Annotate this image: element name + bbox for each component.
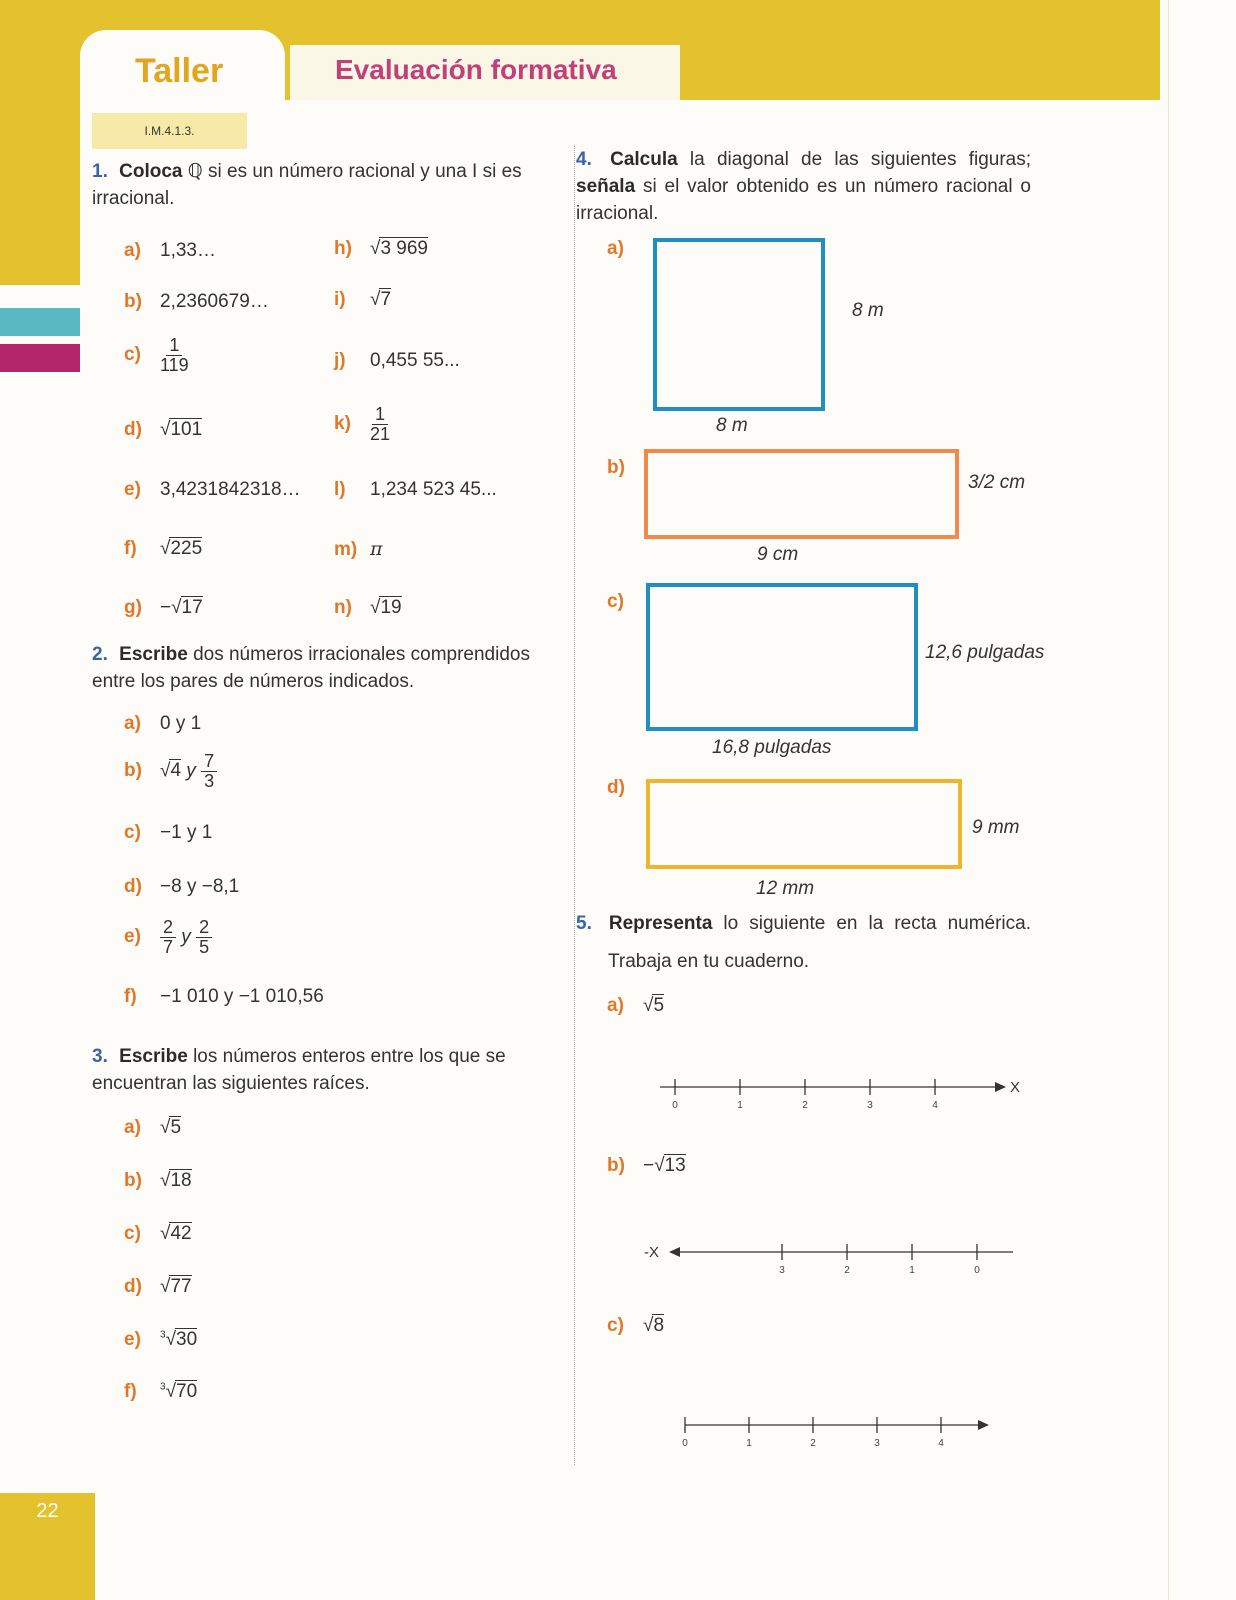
left-margin-band bbox=[0, 100, 80, 285]
q3-item-f: f) $^3$√70 bbox=[124, 1381, 198, 1402]
q2-item-c: c) −1 y 1 bbox=[124, 822, 213, 843]
q4-label-d: d) bbox=[607, 777, 625, 798]
question-number: 2. bbox=[92, 644, 108, 665]
page-edge bbox=[1168, 0, 1169, 1600]
tick-label: 3 bbox=[779, 1265, 785, 1276]
question-verb: Calcula bbox=[610, 149, 678, 170]
question-verb: Escribe bbox=[119, 1046, 188, 1067]
q1-item-k: k) $\frac{1}{21}$ bbox=[334, 404, 391, 444]
q4-figure-c bbox=[646, 583, 918, 731]
tab-title: Taller bbox=[135, 52, 224, 90]
tick-label: 2 bbox=[844, 1265, 850, 1276]
question-number: 4. bbox=[576, 149, 592, 170]
q3-item-a: a) √5 bbox=[124, 1117, 182, 1138]
question-text: los números enteros entre los que se encuentran las siguientes raíces. bbox=[92, 1046, 506, 1094]
question-number: 5. bbox=[576, 913, 592, 934]
tick-label: 0 bbox=[974, 1265, 980, 1276]
tick-label: 0 bbox=[672, 1100, 678, 1111]
q1-item-l: l) 1,234 523 45... bbox=[334, 479, 497, 500]
q4-figure-a bbox=[653, 238, 825, 411]
question-3 bbox=[92, 1043, 552, 1097]
q5-number-line-c bbox=[675, 1408, 1005, 1453]
tick-label: 4 bbox=[932, 1100, 938, 1111]
q4-figure-b-base: 9 cm bbox=[757, 544, 799, 565]
question-text: lo siguiente en la recta numérica. bbox=[723, 913, 1031, 934]
q1-item-b: b) 2,2360679… bbox=[124, 291, 269, 312]
q4-figure-d-base: 12 mm bbox=[756, 878, 815, 899]
tick-label: 2 bbox=[810, 1438, 816, 1449]
q5-number-line-b bbox=[640, 1235, 1025, 1280]
tick-label: 1 bbox=[746, 1438, 752, 1449]
question-verb: Escribe bbox=[119, 644, 188, 665]
q1-item-e: e) 3,4231842318… bbox=[124, 479, 301, 500]
q3-item-e: e) $^3$√30 bbox=[124, 1329, 198, 1350]
question-2 bbox=[92, 641, 547, 695]
q3-item-d: d) √77 bbox=[124, 1276, 192, 1297]
tick-label: 0 bbox=[682, 1438, 688, 1449]
teal-marker bbox=[0, 308, 80, 336]
column-divider bbox=[574, 145, 575, 1465]
q2-item-d: d) −8 y −8,1 bbox=[124, 876, 240, 897]
question-verb-2: señala bbox=[576, 176, 636, 197]
q1-item-f: f) √225 bbox=[124, 538, 203, 559]
axis-label: -X bbox=[644, 1244, 659, 1261]
q4-figure-a-base: 8 m bbox=[716, 415, 748, 436]
question-text: dos números irracionales comprendidos entre los pares de números indicados. bbox=[92, 644, 530, 692]
page-title: Evaluación formativa bbox=[335, 54, 617, 85]
q2-item-e: e) $\frac{2}{7}$ y $\frac{2}{5}$ bbox=[124, 918, 212, 957]
q1-item-m: m) π bbox=[334, 538, 383, 560]
tick-label: 3 bbox=[867, 1100, 873, 1111]
question-verb: Representa bbox=[608, 913, 713, 934]
q2-item-f: f) −1 010 y −1 010,56 bbox=[124, 986, 324, 1007]
tick-label: 1 bbox=[737, 1100, 743, 1111]
q4-figure-d bbox=[646, 779, 962, 869]
question-verb: Coloca bbox=[119, 161, 183, 182]
q4-figure-c-side: 12,6 pulgadas bbox=[925, 642, 1045, 663]
q4-label-a: a) bbox=[607, 238, 624, 259]
page-number: 22 bbox=[36, 1500, 59, 1522]
q1-item-n: n) √19 bbox=[334, 597, 402, 618]
question-text: ℚ si es un número racional y una I si es irracional. bbox=[92, 161, 522, 209]
q1-item-c: c) $\frac{1}{119}$ bbox=[124, 335, 189, 375]
q5-item-a: a) √5 bbox=[607, 995, 665, 1016]
q4-figure-c-base: 16,8 pulgadas bbox=[712, 737, 832, 758]
q5-number-line-a bbox=[650, 1070, 1030, 1115]
q4-label-b: b) bbox=[607, 457, 625, 478]
question-number: 3. bbox=[92, 1046, 108, 1067]
q1-item-i: i) √7 bbox=[334, 289, 392, 310]
q4-figure-b-side: 3/2 cm bbox=[968, 472, 1026, 493]
indicator-code: I.M.4.1.3. bbox=[92, 113, 247, 149]
q4-figure-b bbox=[644, 449, 959, 539]
tick-label: 1 bbox=[909, 1265, 915, 1276]
q2-item-b: b) √4 y $\frac{7}{3}$ bbox=[124, 752, 217, 791]
q2-item-a: a) 0 y 1 bbox=[124, 713, 202, 734]
q1-item-j: j) 0,455 55... bbox=[334, 350, 460, 371]
q4-figure-a-side: 8 m bbox=[852, 300, 884, 321]
q5-item-b: b) −√13 bbox=[607, 1155, 686, 1176]
question-text: la diagonal de las siguientes figuras; bbox=[689, 149, 1031, 170]
q1-item-a: a) 1,33… bbox=[124, 240, 216, 261]
q5-item-c: c) √8 bbox=[607, 1315, 665, 1336]
q4-figure-d-side: 9 mm bbox=[972, 817, 1020, 838]
magenta-marker bbox=[0, 344, 80, 372]
question-5-instruction: Trabaja en tu cuaderno. bbox=[608, 951, 810, 972]
q3-item-c: c) √42 bbox=[124, 1223, 192, 1244]
tick-label: 4 bbox=[938, 1438, 944, 1449]
q1-item-d: d) √101 bbox=[124, 419, 203, 440]
question-1 bbox=[92, 158, 547, 212]
question-4 bbox=[576, 146, 1031, 227]
question-number: 1. bbox=[92, 161, 108, 182]
q1-item-g: g) −√17 bbox=[124, 597, 203, 618]
tick-label: 2 bbox=[802, 1100, 808, 1111]
question-5 bbox=[576, 910, 1031, 937]
q4-label-c: c) bbox=[607, 591, 624, 612]
question-text-2: si el valor obtenido es un número racional o irracional. bbox=[576, 176, 1031, 224]
axis-label: X bbox=[1010, 1079, 1021, 1096]
q3-item-b: b) √18 bbox=[124, 1170, 192, 1191]
tick-label: 3 bbox=[874, 1438, 880, 1449]
q1-item-h: h) √3 969 bbox=[334, 238, 428, 259]
